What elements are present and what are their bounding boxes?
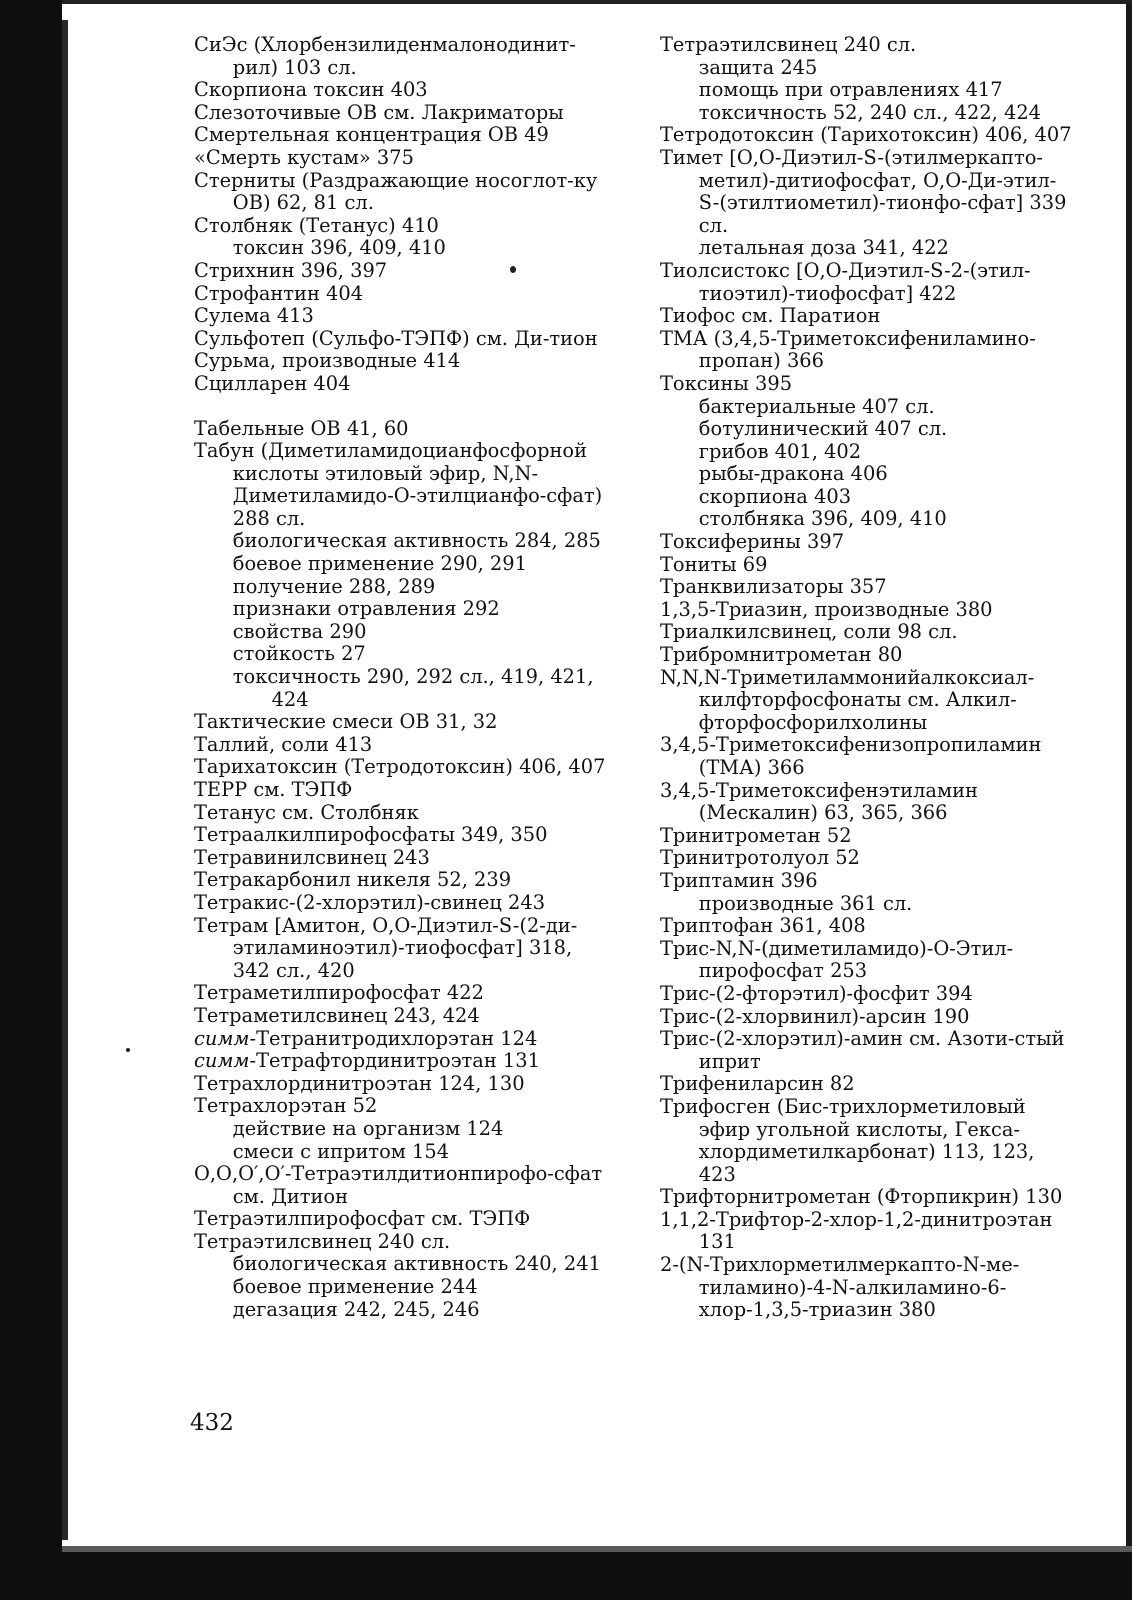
index-entry — [660, 124, 1072, 147]
index-subentry — [660, 418, 1072, 441]
index-entry — [660, 621, 1072, 644]
index-entry-text: Стерниты (Раздражающие носоглот-ку ОВ) 62, 81 сл. — [194, 168, 598, 215]
index-entry — [660, 1006, 1072, 1029]
index-entry — [660, 328, 1072, 373]
index-entry — [660, 531, 1072, 554]
index-entry-text: бактериальные 407 сл. — [698, 394, 935, 418]
index-entry-text: летальная доза 341, 422 — [698, 236, 949, 260]
index-entry-text: токсин 396, 409, 410 — [232, 236, 446, 260]
index-entry — [194, 802, 606, 825]
index-entry — [660, 870, 1072, 893]
index-entry-text: ботулинический 407 сл. — [698, 417, 948, 441]
index-entry — [194, 305, 606, 328]
index-entry-text: Таллий, соли 413 — [194, 732, 373, 756]
index-entry-text: столбняка 396, 409, 410 — [698, 507, 947, 531]
scan-edge-right — [1126, 0, 1132, 1600]
index-entry-text: Токсины 395 — [660, 371, 793, 395]
index-entry-text: Тактические смеси ОВ 31, 32 — [194, 710, 498, 734]
index-entry-text: Табельные ОВ 41, 60 — [194, 416, 409, 440]
index-entry-text: ТЕРР см. ТЭПФ — [194, 778, 353, 801]
index-entry — [660, 780, 1072, 825]
speck — [510, 266, 516, 273]
index-entry-text: боевое применение 244 — [232, 1275, 478, 1299]
index-entry — [194, 215, 606, 238]
index-entry-text: Транквилизаторы 357 — [660, 575, 887, 599]
index-entry-text: скорпиона 403 — [698, 484, 852, 508]
index-entry — [660, 1096, 1072, 1186]
index-entry-text: боевое применение 290, 291 — [232, 552, 527, 576]
index-entry — [194, 79, 606, 102]
index-entry-text: рыбы-дракона 406 — [698, 462, 888, 486]
index-entry-text: Трифторнитрометан (Фторпикрин) 130 — [660, 1185, 1063, 1209]
index-entry — [660, 983, 1072, 1006]
index-entry-text: свойства 290 — [232, 619, 367, 643]
index-entry-text: биологическая активность 240, 241 — [232, 1252, 601, 1276]
index-entry-text: Тетродотоксин (Тарихотоксин) 406, 407 — [660, 123, 1072, 147]
index-entry — [660, 373, 1072, 396]
index-entry — [660, 554, 1072, 577]
index-entry — [194, 1028, 606, 1051]
index-entry-text: Триалкилсвинец, соли 98 сл. — [660, 620, 958, 644]
index-entry-text: Тетракис-(2-хлорэтил)-свинец 243 — [194, 890, 546, 914]
index-entry-prefix: симм- — [194, 1049, 257, 1073]
index-entry — [194, 440, 606, 530]
index-entry — [194, 982, 606, 1005]
index-entry — [194, 756, 606, 779]
index-entry-text: Сулема 413 — [194, 304, 314, 328]
index-subentry — [194, 553, 606, 576]
index-entry-text: Трис-N,N-(диметиламидо)-О-Этил-пирофосфат 253 — [660, 936, 1014, 983]
index-entry-text: Тетраалкилпирофосфаты 349, 350 — [194, 823, 548, 847]
index-entry-text: Скорпиона токсин 403 — [194, 78, 428, 102]
index-entry-text: Токсиферины 397 — [660, 530, 845, 554]
index-entry-text: Тарихатоксин (Тетродотоксин) 406, 407 — [194, 755, 606, 779]
index-entry-text: СиЭс (Хлорбензилиденмалонодинит-рил) 103 сл. — [194, 33, 576, 79]
index-entry-text: Сурьма, производные 414 — [194, 349, 461, 373]
index-entry-text: Табун (Диметиламидоцианфосфорной кислоты этиловый эфир, N,N-Диметиламидо-О-этилцианфо-сфат) 288 сл. — [194, 439, 603, 530]
index-entry-text: 3,4,5-Триметоксифенэтиламин (Мескалин) 63, 365, 366 — [660, 778, 978, 825]
index-entry — [660, 825, 1072, 848]
index-entry — [660, 734, 1072, 779]
index-entry-text: Столбняк (Тетанус) 410 — [194, 213, 439, 237]
index-entry — [194, 847, 606, 870]
index-entry — [194, 147, 606, 170]
index-subentry — [660, 57, 1072, 80]
index-subentry — [660, 893, 1072, 916]
index-column-right — [660, 34, 1072, 1322]
index-entry — [194, 283, 606, 306]
index-entry — [194, 34, 606, 79]
index-entry — [194, 373, 606, 396]
index-entry-text: Триптофан 361, 408 — [660, 914, 866, 938]
index-entry-text: токсичность 52, 240 сл., 422, 424 — [698, 100, 1042, 124]
index-column-left — [194, 34, 606, 1321]
index-entry-text: N,N,N-Триметиламмонийалкоксиал-килфторфосфонаты см. Алкил-фторфосфорилхолины — [660, 665, 1035, 734]
index-entry — [660, 1073, 1072, 1096]
page-number: 432 — [190, 1410, 234, 1436]
index-subentry — [194, 598, 606, 621]
index-subentry — [194, 621, 606, 644]
index-entry-text: Тетрахлординитроэтан 124, 130 — [194, 1071, 525, 1095]
index-subentry — [660, 396, 1072, 419]
index-entry — [660, 599, 1072, 622]
index-entry — [194, 915, 606, 983]
index-entry — [194, 824, 606, 847]
index-entry-text: получение 288, 289 — [232, 574, 436, 598]
index-entry-text: помощь при отравлениях 417 — [698, 78, 1003, 102]
index-entry-text: Тиофос см. Паратион — [660, 304, 881, 328]
index-entry — [660, 576, 1072, 599]
scan-edge-left-shadow — [62, 20, 68, 1540]
index-subentry — [194, 1299, 606, 1322]
index-entry-text: Тетрафтординитроэтан 131 — [256, 1049, 540, 1073]
index-entry-text: Тетанус см. Столбняк — [194, 800, 419, 824]
index-entry — [660, 260, 1072, 305]
index-subentry — [194, 237, 606, 260]
index-entry-text: Тетранитродихлорэтан 124 — [256, 1026, 538, 1050]
index-entry-text: 2-(N-Трихлорметилмеркапто-N-ме-тиламино)-4-N-алкиламино-6-хлор-1,3,5-триазин 380 — [660, 1253, 1020, 1322]
index-entry — [194, 1050, 606, 1073]
index-entry-text: ТМА (3,4,5-Триметоксифениламино-пропан) 366 — [660, 326, 1036, 373]
index-entry-text: Тринитрометан 52 — [660, 823, 852, 847]
scan-edge-left — [0, 0, 62, 1600]
index-entry-text: Тетраметилпирофосфат 422 — [194, 981, 484, 1005]
index-entry — [194, 734, 606, 757]
index-entry — [660, 34, 1072, 57]
index-entry — [660, 847, 1072, 870]
index-entry — [194, 1163, 606, 1208]
index-entry — [194, 1231, 606, 1254]
index-subentry — [660, 79, 1072, 102]
index-entry-text: Тетракарбонил никеля 52, 239 — [194, 868, 512, 892]
index-entry-text: Тетраметилсвинец 243, 424 — [194, 1003, 480, 1027]
index-entry — [194, 418, 606, 441]
index-entry-text: Трис-(2-хлорэтил)-амин см. Азоти-стый иприт — [660, 1027, 1065, 1073]
index-entry-text: Тетраэтилпирофосфат см. ТЭПФ — [194, 1207, 531, 1231]
index-entry-text: 3,4,5-Триметоксифенизопропиламин (ТМА) 366 — [660, 733, 1042, 779]
index-entry-text: производные 361 сл. — [698, 891, 913, 915]
index-entry-text: «Смерть кустам» 375 — [194, 145, 414, 169]
index-subentry — [194, 1276, 606, 1299]
index-entry — [660, 147, 1072, 237]
index-entry — [660, 305, 1072, 328]
index-entry — [194, 869, 606, 892]
index-subentry — [194, 1253, 606, 1276]
index-entry-text: грибов 401, 402 — [698, 439, 862, 463]
section-gap — [194, 396, 606, 418]
index-entry — [194, 1073, 606, 1096]
index-entry-text: Стрихнин 396, 397 — [194, 258, 388, 282]
index-subentry — [660, 486, 1072, 509]
index-entry-text: Сульфотеп (Сульфо-ТЭПФ) см. Ди-тион — [194, 326, 598, 350]
index-entry-text: О,О,О′,О′-Тетраэтилдитионпирофо-сфат см. Дитион — [194, 1162, 603, 1208]
index-entry — [194, 124, 606, 147]
index-entry — [194, 1095, 606, 1118]
index-entry — [660, 667, 1072, 735]
index-entry-text: Тетраэтилсвинец 240 сл. — [660, 33, 917, 56]
index-subentry — [194, 1141, 606, 1164]
index-entry-text: Тетрам [Амитон, О,О-Диэтил-S-(2-ди-этиламиноэтил)-тиофосфат] 318, 342 сл., 420 — [194, 913, 578, 982]
index-entry — [660, 938, 1072, 983]
index-subentry — [194, 530, 606, 553]
index-entry-text: Тетравинилсвинец 243 — [194, 845, 430, 869]
index-entry-text: Тетраэтилсвинец 240 сл. — [194, 1229, 451, 1253]
index-entry — [660, 1209, 1072, 1254]
scan-edge-bottom — [62, 1552, 1132, 1600]
index-entry-text: Сцилларен 404 — [194, 371, 351, 395]
index-entry — [194, 102, 606, 125]
index-subentry — [660, 463, 1072, 486]
index-entry-text: стойкость 27 — [232, 642, 366, 666]
index-subentry — [660, 441, 1072, 464]
index-entry-text: Тимет [О,О-Диэтил-S-(этилмеркапто-метил)-дитиофосфат, О,О-Ди-этил-S-(этилтиометил)-тионфо-сфат] 339 сл. — [660, 145, 1067, 237]
index-entry-text: действие на организм 124 — [232, 1116, 504, 1140]
index-entry — [660, 1186, 1072, 1209]
index-entry — [194, 892, 606, 915]
index-entry-text: защита 245 — [698, 55, 818, 79]
index-entry-prefix: симм- — [194, 1026, 257, 1050]
index-entry — [660, 1254, 1072, 1322]
index-entry-text: 1,3,5-Триазин, производные 380 — [660, 597, 993, 621]
index-subentry — [660, 237, 1072, 260]
index-entry-text: дегазация 242, 245, 246 — [232, 1297, 480, 1321]
index-entry — [194, 1208, 606, 1231]
index-entry-text: Триптамин 396 — [660, 868, 818, 892]
scan-edge-top — [62, 0, 1132, 4]
index-entry-text: Трифениларсин 82 — [660, 1072, 855, 1096]
index-entry-text: признаки отравления 292 — [232, 597, 500, 621]
index-entry-text: Трибромнитрометан 80 — [660, 643, 903, 667]
index-entry-text: Тринитротолуол 52 — [660, 846, 860, 870]
index-subentry — [194, 666, 606, 711]
index-subentry — [194, 1118, 606, 1141]
index-subentry — [194, 576, 606, 599]
index-entry — [194, 1005, 606, 1028]
speck — [126, 1048, 130, 1052]
index-entry-text: 1,1,2-Трифтор-2-хлор-1,2-динитроэтан 131 — [660, 1207, 1053, 1254]
index-entry-text: Тиолсистокс [О,О-Диэтил-S-2-(этил-тиоэтил)-тиофосфат] 422 — [660, 258, 1031, 305]
index-entry — [194, 779, 606, 802]
index-entry-text: Тетрахлорэтан 52 — [194, 1094, 378, 1118]
index-entry — [194, 350, 606, 373]
index-entry-text: Трифосген (Бис-трихлорметиловый эфир угольной кислоты, Гекса-хлордиметилкарбонат) 113, 123, 423 — [660, 1094, 1035, 1186]
index-entry — [194, 328, 606, 351]
index-subentry — [660, 102, 1072, 125]
index-subentry — [194, 643, 606, 666]
index-entry — [660, 644, 1072, 667]
index-entry — [660, 915, 1072, 938]
index-entry-text: токсичность 290, 292 сл., 419, 421, 424 — [232, 665, 594, 711]
index-entry-text: Смертельная концентрация ОВ 49 — [194, 123, 549, 147]
index-entry — [660, 1028, 1072, 1073]
index-entry-text: Трис-(2-фторэтил)-фосфит 394 — [660, 981, 973, 1005]
index-entry-text: Строфантин 404 — [194, 281, 364, 305]
index-entry-text: смеси с ипритом 154 — [232, 1139, 450, 1163]
index-entry-text: биологическая активность 284, 285 — [232, 529, 601, 553]
index-entry-text: Трис-(2-хлорвинил)-арсин 190 — [660, 1004, 970, 1028]
index-entry — [194, 170, 606, 215]
index-entry-text: Слезоточивые ОВ см. Лакриматоры — [194, 100, 564, 124]
index-entry — [194, 711, 606, 734]
index-subentry — [660, 508, 1072, 531]
index-entry-text: Тониты 69 — [660, 552, 768, 576]
index-entry — [194, 260, 606, 283]
